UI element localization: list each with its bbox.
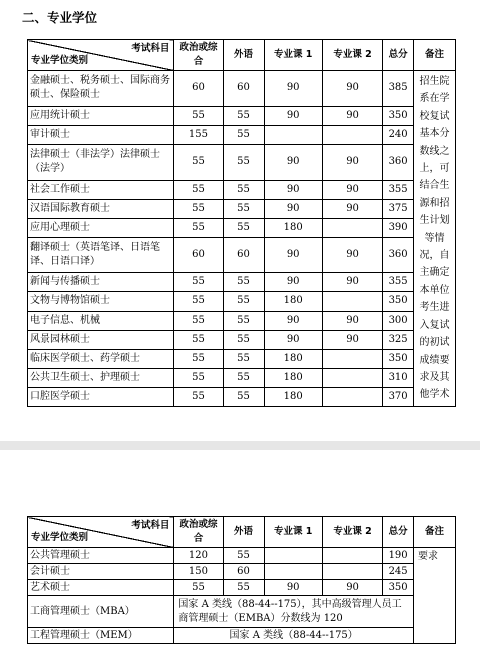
total-cell: 360 [383, 144, 414, 180]
table-row [28, 199, 456, 218]
foreign-cell: 55 [223, 387, 264, 406]
foreign-cell: 55 [223, 180, 264, 199]
course1-cell: 180 [264, 387, 322, 406]
politics-cell: 60 [174, 71, 223, 107]
course2-cell [322, 292, 382, 311]
table-row [28, 106, 456, 125]
total-cell: 390 [383, 218, 414, 237]
table-row [28, 71, 456, 107]
total-cell: 350 [383, 349, 414, 368]
total-cell: 385 [383, 71, 414, 107]
category-cell: 金融硕士、税务硕士、国际商务硕士、保险硕士 [28, 71, 174, 107]
table-row [28, 180, 456, 199]
foreign-cell: 55 [223, 368, 264, 387]
politics-cell: 155 [174, 125, 223, 144]
total-cell: 370 [383, 387, 414, 406]
mba-score-cell: 国家 A 类线（88-44--175），其中高级管理人员工商管理硕士（EMBA）分数线为 120 [174, 596, 414, 628]
politics-cell: 55 [174, 349, 223, 368]
foreign-cell: 55 [223, 273, 264, 292]
politics-cell: 60 [174, 237, 223, 273]
course2-cell [322, 218, 382, 237]
category-cell: 工商管理硕士（MBA） [28, 596, 174, 628]
total-header: 总分 [383, 40, 414, 71]
course2-cell: 90 [322, 580, 382, 596]
course2-header: 专业课 2 [322, 517, 382, 548]
table-row [28, 330, 456, 349]
table-row [28, 596, 456, 628]
course1-cell: 180 [264, 349, 322, 368]
total-cell: 355 [383, 180, 414, 199]
course1-cell: 90 [264, 311, 322, 330]
section-title: 二、专业学位 [22, 10, 98, 25]
score-table-1 [27, 39, 456, 407]
foreign-cell: 55 [223, 125, 264, 144]
foreign-cell: 60 [223, 71, 264, 107]
table-row [28, 273, 456, 292]
course2-cell: 90 [322, 71, 382, 107]
category-cell: 风景园林硕士 [28, 330, 174, 349]
politics-cell: 55 [174, 273, 223, 292]
course1-cell: 90 [264, 237, 322, 273]
course2-cell [322, 387, 382, 406]
category-cell: 电子信息、机械 [28, 311, 174, 330]
total-cell: 375 [383, 199, 414, 218]
total-cell: 350 [383, 106, 414, 125]
total-cell: 310 [383, 368, 414, 387]
course1-cell: 180 [264, 218, 322, 237]
course1-cell: 180 [264, 292, 322, 311]
course2-header: 专业课 2 [322, 40, 382, 71]
table-row [28, 387, 456, 406]
politics-header: 政治或综合 [174, 517, 223, 548]
course2-cell: 90 [322, 144, 382, 180]
course1-cell: 180 [264, 368, 322, 387]
table-row [28, 349, 456, 368]
politics-cell: 55 [174, 580, 223, 596]
subject-header: 考试科目 [131, 520, 170, 531]
table-row [28, 311, 456, 330]
politics-cell: 150 [174, 564, 223, 580]
course1-cell: 90 [264, 144, 322, 180]
politics-cell: 55 [174, 180, 223, 199]
total-cell: 190 [383, 548, 414, 564]
course1-cell: 90 [264, 273, 322, 292]
category-cell: 艺术硕士 [28, 580, 174, 596]
category-cell: 新闻与传播硕士 [28, 273, 174, 292]
course2-cell: 90 [322, 237, 382, 273]
category-header: 专业学位类别 [31, 55, 89, 66]
category-cell: 文物与博物馆硕士 [28, 292, 174, 311]
politics-cell: 55 [174, 144, 223, 180]
total-cell: 245 [383, 564, 414, 580]
category-cell: 审计硕士 [28, 125, 174, 144]
table-row [28, 144, 456, 180]
subject-header: 考试科目 [131, 43, 170, 54]
table-row [28, 292, 456, 311]
category-cell: 翻译硕士（英语笔译、日语笔译、日语口译） [28, 237, 174, 273]
category-cell: 公共管理硕士 [28, 548, 174, 564]
category-header: 专业学位类别 [31, 532, 89, 543]
course2-cell: 90 [322, 199, 382, 218]
category-cell: 公共卫生硕士、护理硕士 [28, 368, 174, 387]
category-cell: 临床医学硕士、药学硕士 [28, 349, 174, 368]
politics-cell: 55 [174, 106, 223, 125]
total-cell: 350 [383, 292, 414, 311]
politics-cell: 55 [174, 368, 223, 387]
politics-cell: 55 [174, 199, 223, 218]
politics-cell: 55 [174, 311, 223, 330]
total-cell: 355 [383, 273, 414, 292]
course1-cell: 90 [264, 199, 322, 218]
category-cell: 应用统计硕士 [28, 106, 174, 125]
note-header: 备注 [413, 517, 455, 548]
category-cell: 应用心理硕士 [28, 218, 174, 237]
politics-cell: 120 [174, 548, 223, 564]
course2-cell: 90 [322, 180, 382, 199]
table-row [28, 218, 456, 237]
course1-header: 专业课 1 [264, 40, 322, 71]
total-header: 总分 [383, 517, 414, 548]
course1-cell [264, 548, 322, 564]
foreign-cell: 55 [223, 199, 264, 218]
score-table-2 [27, 516, 456, 644]
course1-cell: 90 [264, 330, 322, 349]
foreign-header: 外语 [223, 517, 264, 548]
category-cell: 汉语国际教育硕士 [28, 199, 174, 218]
foreign-cell: 55 [223, 311, 264, 330]
total-cell: 325 [383, 330, 414, 349]
category-cell: 口腔医学硕士 [28, 387, 174, 406]
course2-cell [322, 125, 382, 144]
note-header: 备注 [413, 40, 455, 71]
note-cell: 招生院系在学校复试基本分数线之上，可结合生源和招生计划等情况，自主确定本单位考生进入复试的初试成绩要求及其他学术 [413, 71, 455, 407]
foreign-header: 外语 [223, 40, 264, 71]
total-cell: 360 [383, 237, 414, 273]
diagonal-header-cell [28, 517, 174, 548]
category-cell: 会计硕士 [28, 564, 174, 580]
course2-cell [322, 548, 382, 564]
course1-cell: 90 [264, 106, 322, 125]
politics-cell: 55 [174, 218, 223, 237]
foreign-cell: 55 [223, 580, 264, 596]
diagonal-header-cell [28, 40, 174, 71]
category-cell: 工程管理硕士（MEM） [28, 628, 174, 644]
course1-cell [264, 125, 322, 144]
course2-cell [322, 349, 382, 368]
category-cell: 社会工作硕士 [28, 180, 174, 199]
course2-cell [322, 368, 382, 387]
course2-cell: 90 [322, 311, 382, 330]
course2-cell [322, 564, 382, 580]
politics-cell: 55 [174, 387, 223, 406]
foreign-cell: 55 [223, 106, 264, 125]
foreign-cell: 55 [223, 144, 264, 180]
course2-cell: 90 [322, 106, 382, 125]
table-row [28, 548, 456, 564]
course1-header: 专业课 1 [264, 517, 322, 548]
foreign-cell: 55 [223, 330, 264, 349]
politics-cell: 55 [174, 330, 223, 349]
page-break-bar [0, 441, 480, 450]
table-row [28, 125, 456, 144]
course1-cell: 90 [264, 580, 322, 596]
course1-cell [264, 564, 322, 580]
mem-score-cell: 国家 A 类线（88-44--175） [174, 628, 414, 644]
course1-cell: 90 [264, 180, 322, 199]
total-cell: 300 [383, 311, 414, 330]
politics-header: 政治或综合 [174, 40, 223, 71]
course1-cell: 90 [264, 71, 322, 107]
table-row [28, 564, 456, 580]
total-cell: 350 [383, 580, 414, 596]
table-row [28, 580, 456, 596]
category-cell: 法律硕士（非法学）法律硕士（法学） [28, 144, 174, 180]
foreign-cell: 60 [223, 237, 264, 273]
politics-cell: 55 [174, 292, 223, 311]
course2-cell: 90 [322, 330, 382, 349]
foreign-cell: 55 [223, 349, 264, 368]
note-cell: 要求 [413, 548, 455, 644]
table-row [28, 368, 456, 387]
table-row [28, 628, 456, 644]
foreign-cell: 60 [223, 564, 264, 580]
course2-cell: 90 [322, 273, 382, 292]
foreign-cell: 55 [223, 218, 264, 237]
foreign-cell: 55 [223, 548, 264, 564]
table-row [28, 237, 456, 273]
total-cell: 240 [383, 125, 414, 144]
foreign-cell: 55 [223, 292, 264, 311]
